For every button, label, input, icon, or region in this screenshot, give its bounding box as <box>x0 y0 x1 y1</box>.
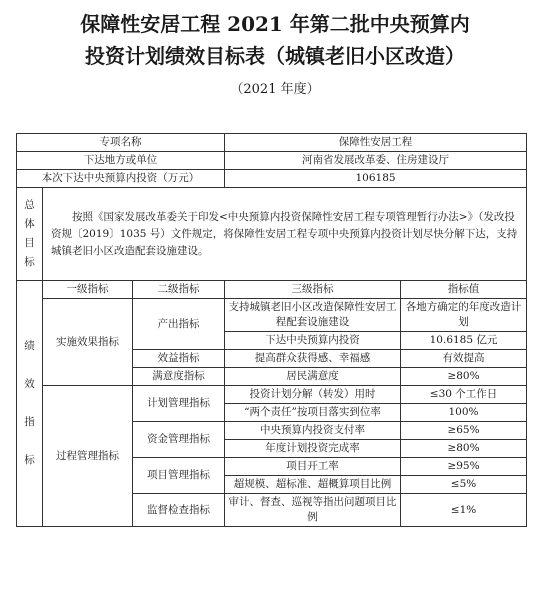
value-cell: ≥80% <box>401 440 527 458</box>
col-header-level2: 二级指标 <box>133 281 225 299</box>
indicator-label: 绩 效 指 标 <box>17 281 43 527</box>
level3-cell: 居民满意度 <box>225 368 401 386</box>
level2-cell: 满意度指标 <box>133 368 225 386</box>
value-cell: ≤30 个工作日 <box>401 386 527 404</box>
level3-cell: 年度计划投资完成率 <box>225 440 401 458</box>
unit-label: 下达地方或单位 <box>17 152 225 170</box>
value-cell: 100% <box>401 404 527 422</box>
indicator-row <box>17 386 527 404</box>
value-cell: ≤5% <box>401 476 527 494</box>
level3-cell: 支持城镇老旧小区改造保障性安居工程配套设施建设 <box>225 299 401 332</box>
value-cell: 各地方确定的年度改造计划 <box>401 299 527 332</box>
overall-goal-text: 按照《国家发展改革委关于印发<中央预算内投资保障性安居工程专项管理暂行办法>》（发改投资规〔2019〕1035 号）文件规定，将保障性安居工程专项中央预算内投资计划尽快分解下达，支持城镇老旧小区改造配套设施建设。 <box>43 188 527 281</box>
year-label: （2021 年度） <box>230 82 320 97</box>
level3-cell: 下达中央预算内投资 <box>225 332 401 350</box>
value-cell: 10.6185 亿元 <box>401 332 527 350</box>
overall-goal-label: 总 体 目 标 <box>17 188 43 281</box>
title-line-1: 保障性安居工程 2021 年第二批中央预算内 <box>80 12 470 36</box>
level3-cell: “两个责任”按项目落实到位率 <box>225 404 401 422</box>
level3-cell: 投资计划分解（转发）用时 <box>225 386 401 404</box>
investment-value: 106185 <box>225 170 527 188</box>
project-value: 保障性安居工程 <box>225 134 527 152</box>
investment-row <box>17 170 527 188</box>
value-cell: ≥95% <box>401 458 527 476</box>
investment-label: 本次下达中央预算内投资（万元） <box>17 170 225 188</box>
level3-cell: 项目开工率 <box>225 458 401 476</box>
indicator-row <box>17 299 527 332</box>
level1-cell: 实施效果指标 <box>43 299 133 386</box>
level3-cell: 提高群众获得感、幸福感 <box>225 350 401 368</box>
unit-value: 河南省发展改革委、住房建设厅 <box>225 152 527 170</box>
value-cell: ≤1% <box>401 494 527 527</box>
col-header-level3: 三级指标 <box>225 281 401 299</box>
level3-cell: 超规模、超标准、超概算项目比例 <box>225 476 401 494</box>
level2-cell: 效益指标 <box>133 350 225 368</box>
level2-cell: 计划管理指标 <box>133 386 225 422</box>
title-line-2: 投资计划绩效目标表（城镇老旧小区改造） <box>85 44 465 68</box>
level3-cell: 审计、督查、巡视等指出问题项目比例 <box>225 494 401 527</box>
indicator-header-row <box>17 281 527 299</box>
level2-cell: 监督检查指标 <box>133 494 225 527</box>
value-cell: ≥65% <box>401 422 527 440</box>
col-header-level1: 一级指标 <box>43 281 133 299</box>
overall-goal-row <box>17 188 527 281</box>
level2-cell: 项目管理指标 <box>133 458 225 494</box>
value-cell: ≥80% <box>401 368 527 386</box>
project-label: 专项名称 <box>17 134 225 152</box>
value-cell: 有效提高 <box>401 350 527 368</box>
level2-cell: 产出指标 <box>133 299 225 350</box>
title <box>0 0 550 72</box>
level2-cell: 资金管理指标 <box>133 422 225 458</box>
level1-cell: 过程管理指标 <box>43 386 133 527</box>
performance-table <box>16 133 527 527</box>
level3-cell: 中央预算内投资支付率 <box>225 422 401 440</box>
col-header-value: 指标值 <box>401 281 527 299</box>
unit-row <box>17 152 527 170</box>
project-row <box>17 134 527 152</box>
